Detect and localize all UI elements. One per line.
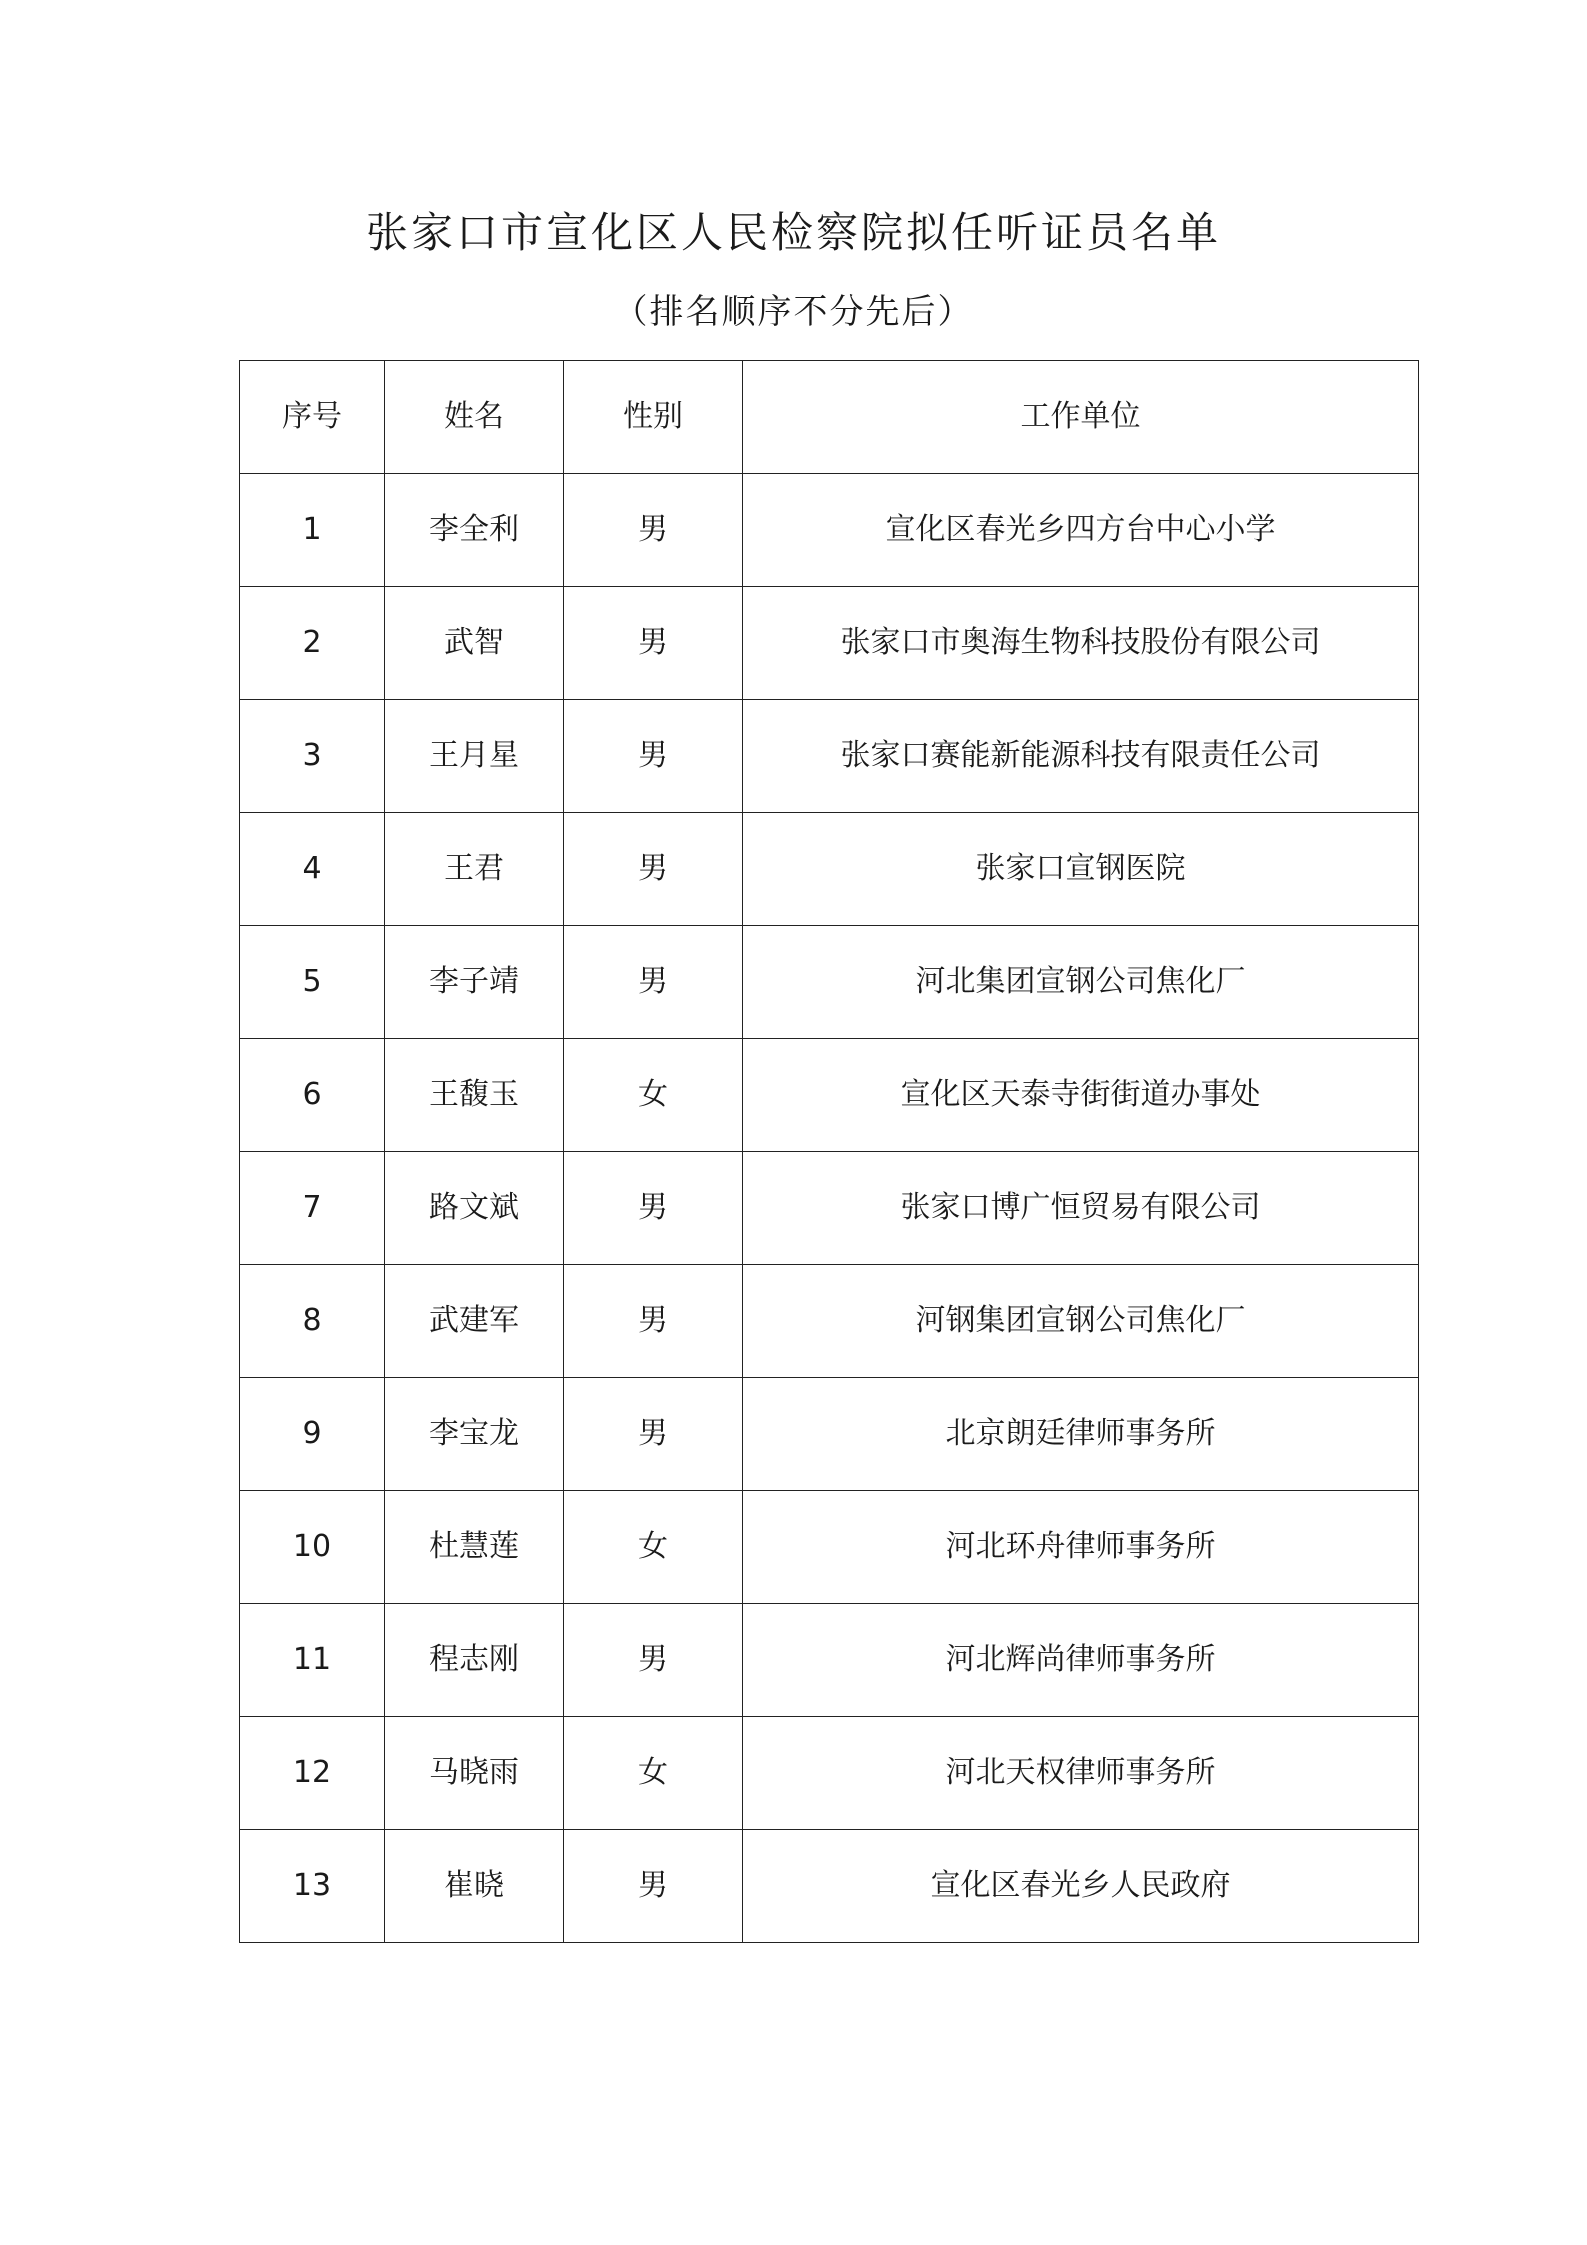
cell-workplace: 张家口市奥海生物科技股份有限公司 (743, 587, 1419, 700)
cell-name: 王君 (385, 813, 564, 926)
cell-workplace: 宣化区春光乡人民政府 (743, 1830, 1419, 1943)
cell-name: 武建军 (385, 1265, 564, 1378)
header-gender: 性别 (564, 361, 743, 474)
table-row (240, 1265, 1419, 1378)
cell-gender: 女 (564, 1491, 743, 1604)
cell-workplace: 河北集团宣钢公司焦化厂 (743, 926, 1419, 1039)
cell-gender: 男 (564, 587, 743, 700)
cell-gender: 男 (564, 1152, 743, 1265)
cell-name: 崔晓 (385, 1830, 564, 1943)
cell-workplace: 北京朗廷律师事务所 (743, 1378, 1419, 1491)
table-row (240, 1830, 1419, 1943)
table-header-row (240, 361, 1419, 474)
cell-workplace: 河北天权律师事务所 (743, 1717, 1419, 1830)
cell-serial-number: 2 (240, 587, 385, 700)
header-serial-number: 序号 (240, 361, 385, 474)
cell-name: 王月星 (385, 700, 564, 813)
cell-name: 马晓雨 (385, 1717, 564, 1830)
table-row (240, 1039, 1419, 1152)
cell-serial-number: 11 (240, 1604, 385, 1717)
cell-workplace: 宣化区天泰寺街街道办事处 (743, 1039, 1419, 1152)
cell-name: 李全利 (385, 474, 564, 587)
cell-serial-number: 12 (240, 1717, 385, 1830)
cell-workplace: 河钢集团宣钢公司焦化厂 (743, 1265, 1419, 1378)
cell-gender: 男 (564, 1378, 743, 1491)
table-row (240, 1491, 1419, 1604)
cell-serial-number: 1 (240, 474, 385, 587)
cell-serial-number: 8 (240, 1265, 385, 1378)
cell-serial-number: 6 (240, 1039, 385, 1152)
cell-workplace: 张家口博广恒贸易有限公司 (743, 1152, 1419, 1265)
cell-gender: 男 (564, 926, 743, 1039)
table-row (240, 813, 1419, 926)
cell-workplace: 河北环舟律师事务所 (743, 1491, 1419, 1604)
cell-gender: 女 (564, 1717, 743, 1830)
table-row (240, 1604, 1419, 1717)
cell-workplace: 河北辉尚律师事务所 (743, 1604, 1419, 1717)
cell-serial-number: 9 (240, 1378, 385, 1491)
page-title: 张家口市宣化区人民检察院拟任听证员名单 (365, 208, 1221, 257)
cell-name: 王馥玉 (385, 1039, 564, 1152)
cell-gender: 男 (564, 1265, 743, 1378)
table-row (240, 700, 1419, 813)
cell-workplace: 宣化区春光乡四方台中心小学 (743, 474, 1419, 587)
cell-name: 李子靖 (385, 926, 564, 1039)
cell-serial-number: 3 (240, 700, 385, 813)
cell-serial-number: 7 (240, 1152, 385, 1265)
cell-name: 武智 (385, 587, 564, 700)
table-row (240, 926, 1419, 1039)
cell-serial-number: 4 (240, 813, 385, 926)
cell-name: 李宝龙 (385, 1378, 564, 1491)
cell-workplace: 张家口赛能新能源科技有限责任公司 (743, 700, 1419, 813)
table-row (240, 587, 1419, 700)
cell-gender: 男 (564, 813, 743, 926)
cell-serial-number: 5 (240, 926, 385, 1039)
header-name: 姓名 (385, 361, 564, 474)
table-row (240, 474, 1419, 587)
cell-gender: 男 (564, 700, 743, 813)
cell-name: 程志刚 (385, 1604, 564, 1717)
hearing-officer-table (239, 360, 1419, 1943)
cell-serial-number: 13 (240, 1830, 385, 1943)
table-row (240, 1717, 1419, 1830)
cell-name: 杜慧莲 (385, 1491, 564, 1604)
header-workplace: 工作单位 (743, 361, 1419, 474)
cell-name: 路文斌 (385, 1152, 564, 1265)
cell-gender: 男 (564, 1830, 743, 1943)
cell-serial-number: 10 (240, 1491, 385, 1604)
page-subtitle: （排名顺序不分先后） (613, 292, 974, 332)
cell-workplace: 张家口宣钢医院 (743, 813, 1419, 926)
cell-gender: 男 (564, 474, 743, 587)
cell-gender: 女 (564, 1039, 743, 1152)
cell-gender: 男 (564, 1604, 743, 1717)
table-row (240, 1152, 1419, 1265)
table-row (240, 1378, 1419, 1491)
